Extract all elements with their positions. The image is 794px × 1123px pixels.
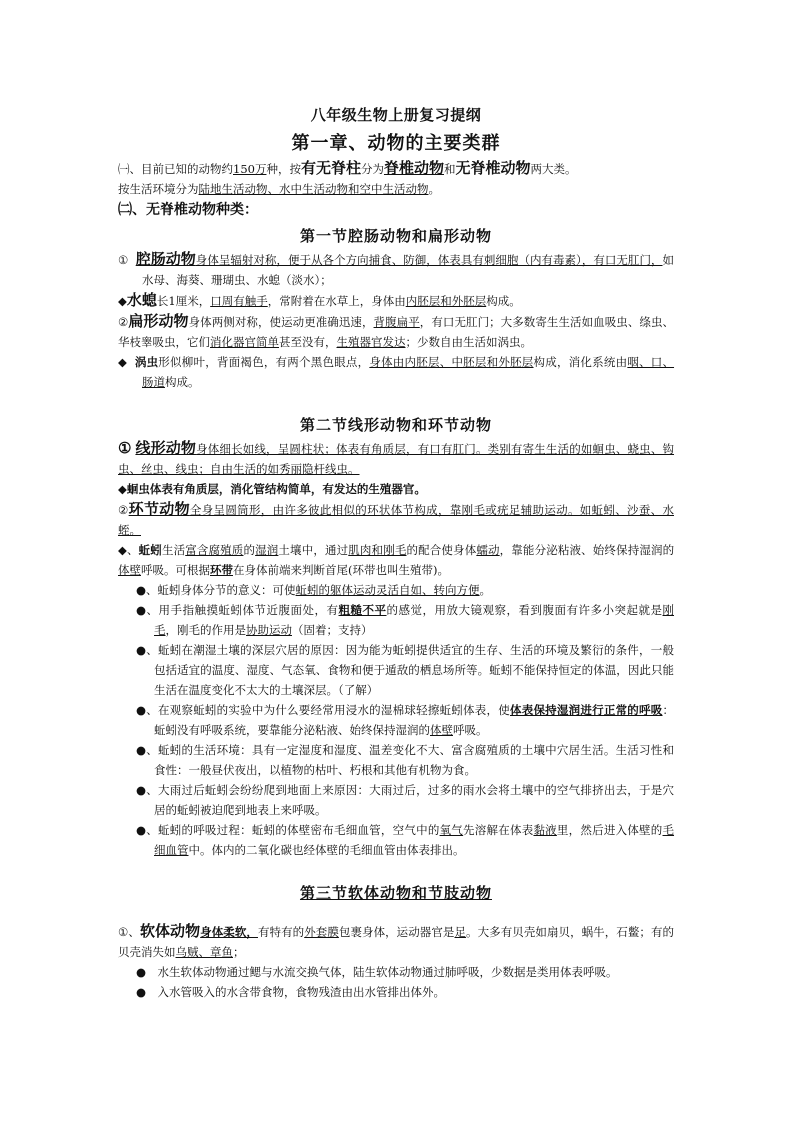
underlined-text: 身体柔软，	[200, 925, 258, 939]
underlined-text: 氧气	[439, 823, 464, 837]
item-number: ①	[118, 253, 129, 267]
underlined-text: 生殖器官发达	[336, 335, 406, 349]
diamond-bullet-icon: ◆	[118, 355, 128, 369]
underlined-text: 富含腐殖质	[185, 543, 244, 557]
paragraph-flatworm	[118, 311, 674, 352]
underlined-text: 消化器官简单	[210, 335, 279, 349]
paragraph-cnidaria	[118, 249, 674, 290]
paragraph-annelida	[118, 499, 674, 540]
underlined-text: 足	[454, 925, 467, 939]
paragraph-nematoda	[118, 438, 674, 479]
underlined-text: 乌贼、章鱼	[175, 945, 233, 959]
body-text: 长1厘米，	[156, 294, 211, 308]
intro-line-3: ㈡、无脊椎动物种类：	[118, 202, 258, 218]
diamond-bullet-icon: ◆	[118, 482, 127, 496]
body-text: 中。体内的二氧化碳也经体壁的毛细血管由体表排出。	[188, 843, 465, 857]
section-2-title: 第二节线形动物和环节动物	[299, 416, 492, 434]
item-number: ①	[118, 439, 132, 457]
species-count: 150万	[233, 162, 267, 176]
underlined-text: 咽、口、肠道	[142, 355, 675, 389]
body-text: 构成。	[165, 375, 200, 389]
key-term: 线形动物	[135, 439, 197, 457]
key-term: 软体动物	[139, 922, 201, 940]
intro-line-2	[118, 179, 674, 199]
paragraph-planaria	[118, 352, 674, 392]
intro-text: 和	[443, 162, 456, 176]
intro-text: ㈠、目前已知的动物约	[118, 162, 233, 176]
underlined-text: 内胚层和外胚层	[405, 294, 487, 308]
underlined-text: 背腹扁平	[373, 315, 420, 329]
key-term: 扁形动物	[128, 312, 189, 330]
underlined-text: 口周有触手	[210, 294, 268, 308]
body-text: 。大多有贝壳如扇贝，蜗牛，石鳖；有的贝壳消失如	[118, 925, 675, 959]
body-text: 里，然后进入体壁的	[556, 823, 663, 837]
body-text: 构成，消化系统由	[533, 355, 628, 369]
diamond-bullet-icon: ◆	[118, 294, 127, 308]
paragraph-hydra	[118, 290, 674, 311]
underlined-text: 湿润	[255, 543, 279, 557]
underlined-text: 身体呈辐射对称，便于从各个方向捕食、防御，体表具有刺细胞（内有毒素），有口无肛门，	[195, 253, 663, 267]
key-term: 脊椎动物	[383, 159, 444, 177]
underlined-text: 蚯蚓的躯体运动灵活自如、转向方便	[295, 583, 480, 597]
diamond-bullet-icon: ◆、	[118, 543, 139, 557]
key-term: 蚯蚓	[138, 543, 162, 557]
key-term: 有无脊柱	[300, 159, 361, 177]
body-text: 土壤中，通过	[278, 543, 349, 557]
underlined-text: 环带	[210, 563, 233, 577]
body-text: 的感觉，用放大镜观察，看到腹面有许多小突起就是	[386, 603, 663, 617]
bullet-mollusc-breathing: ● 水生软体动物通过鳃与水流交换气体，陆生软体动物通过肺呼吸，少数据是类用体表呼吸。	[136, 965, 618, 979]
body-text: （固着；支持）	[292, 623, 373, 637]
intro-text: 两大类。	[530, 162, 577, 176]
body-text: ，有口无肛门；大多数寄生生活如血吸虫、绦虫、华枝睾吸虫，它们	[118, 315, 674, 349]
underlined-text: 身体细长如线，呈圆柱状；体表有角质层，有口有肛门。类别有寄生生活的如蛔虫、蛲虫、钩虫、丝虫、线虫；自由生活的如秀丽隐杆线虫。	[118, 442, 675, 476]
underlined-text: 协助运动	[246, 623, 292, 637]
body-text: 的配合使身体	[406, 543, 477, 557]
item-number: ②	[118, 315, 129, 329]
paragraph-roundworm	[118, 479, 674, 499]
item-number: ①、	[118, 925, 140, 939]
underlined-text: 陆地生活动物、水中生活动物和空中生活动物	[198, 182, 429, 196]
body-text: ●、蚯蚓的呼吸过程：蚯蚓的体壁密布毛细血管，空气中的	[136, 823, 440, 837]
underlined-text: 外套膜	[304, 925, 339, 939]
body-text: ；	[233, 945, 245, 959]
bullet-segment-meaning	[118, 580, 674, 600]
key-term: 涡虫	[134, 355, 159, 369]
body-text: 如水母、海葵、珊瑚虫、水螅（淡水）；	[142, 253, 674, 287]
body-text: 形似柳叶，背面褐色，有两个黑色眼点，	[158, 355, 370, 369]
body-text: ，常附着在水草上，身体由	[267, 294, 406, 308]
key-term: 腔肠动物	[135, 250, 196, 268]
key-term: 环节动物	[128, 500, 190, 518]
body-text: 先溶解在体表	[463, 823, 534, 837]
chapter-title: 第一章、动物的主要类群	[291, 133, 501, 154]
underlined-text: 毛细血管	[154, 823, 675, 857]
underlined-text: 体表保持湿润进行正常的呼吸	[509, 703, 663, 717]
body-text: 呼吸。	[453, 723, 488, 737]
bullet-setae	[118, 600, 674, 640]
body-text: 身体两侧对称，使运动更准确迅速，	[188, 315, 374, 329]
body-text: ；少数自由生活如涡虫。	[405, 335, 532, 349]
body-text: 甚至没有，	[279, 335, 337, 349]
bullet-moist-skin	[118, 700, 674, 740]
key-term: 水螅	[126, 291, 157, 309]
intro-text: 按生活环境分为	[118, 182, 199, 196]
item-number: ②	[118, 503, 129, 517]
intro-text: 种，按	[266, 162, 301, 176]
section-1-title: 第一节腔肠动物和扁形动物	[299, 227, 492, 245]
underlined-text: 蠕动	[476, 543, 500, 557]
body-text: ●、用手指触摸蚯蚓体节近腹面处，有	[136, 603, 339, 617]
bullet-burrowing: ●、蚯蚓在潮湿土壤的深层穴居的原因：因为能为蚯蚓提供适宜的生存、生活的环境及繁衍的条件，一般包括适宜的温度、湿度、气态氧、食物和便于遁敌的栖息场所等。蚯蚓不能保持恒定的体温，因此只能生活在温度变化不太大的土壤深层。（了解）	[136, 643, 674, 697]
section-3-title: 第三节软体动物和节肢动物	[299, 884, 492, 902]
paragraph-earthworm	[118, 540, 674, 580]
underlined-text: 黏液	[533, 823, 557, 837]
document-title: 八年级生物上册复习提纲	[310, 106, 482, 124]
key-term: 无脊椎动物	[455, 159, 531, 177]
bullet-respiration	[118, 820, 674, 860]
body-text: 构成。	[486, 294, 521, 308]
underlined-text: 肌肉和刚毛	[348, 543, 407, 557]
underlined-text: 体壁	[118, 563, 141, 577]
intro-text: 。	[428, 182, 440, 196]
bullet-after-rain: ●、大雨过后蚯蚓会纷纷爬到地面上来原因：大雨过后，过多的雨水会将土壤中的空气排挤出去，于是穴居的蚯蚓被迫爬到地表上来呼吸。	[136, 783, 674, 817]
intro-line-1	[118, 158, 674, 179]
body-text: ，刚毛的作用是	[165, 623, 246, 637]
body-text: ：蚯蚓没有呼吸系统，要靠能分泌粘液、始终保持湿润的	[154, 703, 675, 737]
body-text: ●、蚯蚓身体分节的意义：可使	[136, 583, 296, 597]
body-text: 有特有的	[257, 925, 305, 939]
underlined-text: 全身呈圆筒形，由许多彼此相似的环状体节构成，靠刚毛或疣足辅助运动。如蚯蚓、沙蚕、水蛭。	[118, 503, 674, 537]
bullet-habitat: ●、蚯蚓的生活环境：具有一定湿度和湿度、温差变化不大、富含腐殖质的土壤中穴居生活。生活习性和食性：一般昼伏夜出，以植物的枯叶、朽根和其他有机物为食。	[136, 743, 674, 777]
intro-text: 分为	[360, 162, 384, 176]
body-text: ，靠能分泌粘液、始终保持湿润的	[499, 543, 675, 557]
underlined-text: 体壁	[430, 723, 453, 737]
document-page	[118, 104, 674, 1002]
body-text: 生活	[161, 543, 186, 557]
body-text: 包裹身体，运动器官是	[338, 925, 455, 939]
underlined-text: 粗糙不平	[338, 603, 387, 617]
body-text: 蛔虫体表有角质层，消化管结构简单，有发达的生殖器官。	[126, 482, 426, 496]
underlined-text: 身体由内胚层、中胚层和外胚层	[369, 355, 534, 369]
body-text: 的	[243, 543, 256, 557]
body-text: ●、在观察蚯蚓的实验中为什么要经常用浸水的湿棉球轻擦蚯蚓体表，使	[136, 703, 510, 717]
paragraph-mollusca	[118, 921, 674, 962]
underlined-text: 刚毛	[154, 603, 674, 637]
body-text: 。	[479, 583, 492, 597]
body-text: 呼吸。可根据	[141, 563, 210, 577]
body-text: 在身体前端来判断首尾(环带也叫生殖带)。	[233, 563, 449, 577]
bullet-mollusc-feeding: ● 入水管吸入的水含带食物，食物残渣由出水管排出体外。	[136, 985, 446, 999]
